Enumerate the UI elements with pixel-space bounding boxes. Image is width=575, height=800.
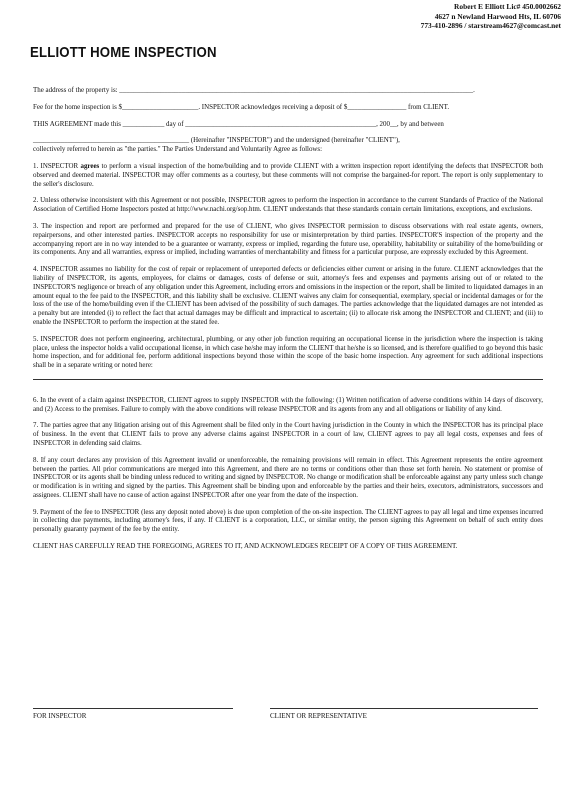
clause-3: 3. The inspection and report are performed and prepared for the use of CLIENT, who gives INSPECTOR permission to discuss observations with real estate agents, owners, repairpersons, and other interested parties. INSPECTOR accepts no responsibility for use or misinterpretation by third parties. INSPECTOR'S inspection of the property and the accompanying report are in no way intended to be a guarantee or warranty, express or implied, regarding the future use, operability, habitability or suitability of the home/building or its components. Any and all warranties, express or implied, including warranties of merchantability and fitness for a particular purpose, are expressly excluded by this Agreement. (33, 221, 543, 257)
inspector-signature-label: FOR INSPECTOR (33, 712, 87, 720)
acknowledgement: CLIENT HAS CAREFULLY READ THE FOREGOING, AGREES TO IT, AND ACKNOWLEDGES RECEIPT OF A COPY OF THIS AGREEMENT. (33, 542, 458, 551)
clause-4: 4. INSPECTOR assumes no liability for the cost of repair or replacement of unreported defects or deficiencies either current or arising in the future. CLIENT acknowledges that the liability of INSPECTOR, its agents, employees, for claims or damages, costs of defense or suit, attorney's fees and expenses and payments arising out of or related to the INSPECTOR'S negligence or breach of any obligation under this Agreement, including errors and omissions in the inspection or the report, shall be limited to liquidated damages in an amount equal to the fee paid to the INSPECTOR, and this liability shall be exclusive. CLIENT waives any claim for consequential, exemplary, special or incidental damages or for the loss of the use of the home/building even if the CLIENT has been advised of the possibility of such damages. The parties acknowledge that the liquidated damages are not intended as a penalty but are intended (i) to reflect the fact that actual damages may be difficult and impractical to ascertain; (ii) to allocate risk among the INSPECTOR and CLIENT; and (iii) to enable the INSPECTOR to perform the inspection at the stated fee. (33, 265, 543, 326)
agreement-body (33, 86, 543, 551)
contact-block (421, 2, 561, 31)
contact-line: Robert E Elliott Lic# 450.0002662 (454, 2, 561, 11)
clause-7: 7. The parties agree that any litigation arising out of this Agreement shall be filed only in the Court having jurisdiction in the County in which the INSPECTOR has its principal place of business. In the event that CLIENT fails to prove any adverse claims against INSPECTOR in a court of law, CLIENT agrees to pay all legal costs, expenses and fees of INSPECTOR in defending said claims. (33, 421, 543, 447)
contact-line: 773-410-2896 / starstream4627@comcast.net (420, 21, 561, 31)
company-logo-text: ELLIOTT HOME INSPECTION (30, 44, 217, 61)
clause-2: 2. Unless otherwise inconsistent with this Agreement or not possible, INSPECTOR agrees to perform the inspection in accordance to the current Standards of Practice of the National Association of Certified Home Inspectors posted at http://www.nachi.org/sop.htm. CLIENT understands that these standards contain certain limitations, exceptions, and exclusions. (33, 196, 543, 214)
clause-8: 8. If any court declares any provision of this Agreement invalid or unenforceable, the remaining provisions will remain in effect. This Agreement represents the entire agreement between the parties. All prior communications are merged into this Agreement, and there are no terms or conditions other than those set forth herein. No statement or promise of INSPECTOR or its agents shall be binding unless reduced to writing and signed by INSPECTOR. No change or modification shall be enforceable against any party unless such change or modification is in writing and signed by the parties. This Agreement shall be binding upon and enforceable by the parties and their heirs, executors, administrators, successors and assignees. CLIENT shall have no cause of action against INSPECTOR after one year from the date of the inspection. (33, 455, 543, 499)
parties-statement: collectively referred to herein as "the parties." The Parties Understand and Voluntarily Agree as follows: (33, 145, 323, 154)
client-signature-line[interactable] (270, 708, 538, 709)
clause-5: 5. INSPECTOR does not perform engineering, architectural, plumbing, or any other job function requiring an occupational license in the jurisdiction where the inspection is taking place, unless the inspector holds a valid occupational license, in which case he/she may inform the CLIENT that he/she is so licensed, and is therefore qualified to go beyond this basic home inspection, and for additional fee, perform additional inspections beyond those within the scope of the basic home inspection. Any agreement for such additional inspections shall be in a separate writing or noted here: (33, 334, 543, 370)
additional-inspections-line (33, 370, 543, 380)
clause-1: 1. INSPECTOR agrees to perform a visual inspection of the home/building and to provide CLIENT with a written inspection report identifying the defects that INSPECTOR both observed and deemed material. INSPECTOR may offer comments as a courtesy, but these comments will not comprise the bargained-for report. The report is only supplementary to the seller's disclosure. (33, 161, 543, 188)
fee-field: Fee for the home inspection is $______________________. INSPECTOR acknowledges receiving a deposit of $_________________ from CLIENT. (33, 102, 450, 111)
client-signature-label: CLIENT OR REPRESENTATIVE (270, 712, 367, 720)
clause-6: 6. In the event of a claim against INSPECTOR, CLIENT agrees to supply INSPECTOR with the following: (1) Written notification of adverse conditions within 14 days of discovery, and (2) Access to the premises. Failure to comply with the above conditions will release INSPECTOR and its agents from any and all obligations or liability of any kind. (33, 395, 543, 413)
contact-line: 4627 n Newland Harwood Hts, IL 60706 (434, 11, 561, 21)
inspector-signature-line[interactable] (33, 708, 233, 709)
agreement-date-field: THIS AGREEMENT made this ____________ day of _______________________________________________________, 200__, by and between (33, 119, 444, 128)
clause-9: 9. Payment of the fee to INSPECTOR (less any deposit noted above) is due upon completion of the on-site inspection. The CLIENT agrees to pay all legal and time expenses incurred in collecting due payments, including attorney's fees, if any. If CLIENT is a corporation, LLC, or similar entity, the person signing this Agreement on behalf of such entity does personally guaranty payment of the fee by the entity. (33, 507, 543, 534)
parties-field: _____________________________________________ (Hereinafter "INSPECTOR") and the undersigned (hereinafter "CLIENT"), (33, 136, 400, 145)
address-field: The address of the property is: ______________________________________________________________________________________________________. (33, 86, 475, 94)
